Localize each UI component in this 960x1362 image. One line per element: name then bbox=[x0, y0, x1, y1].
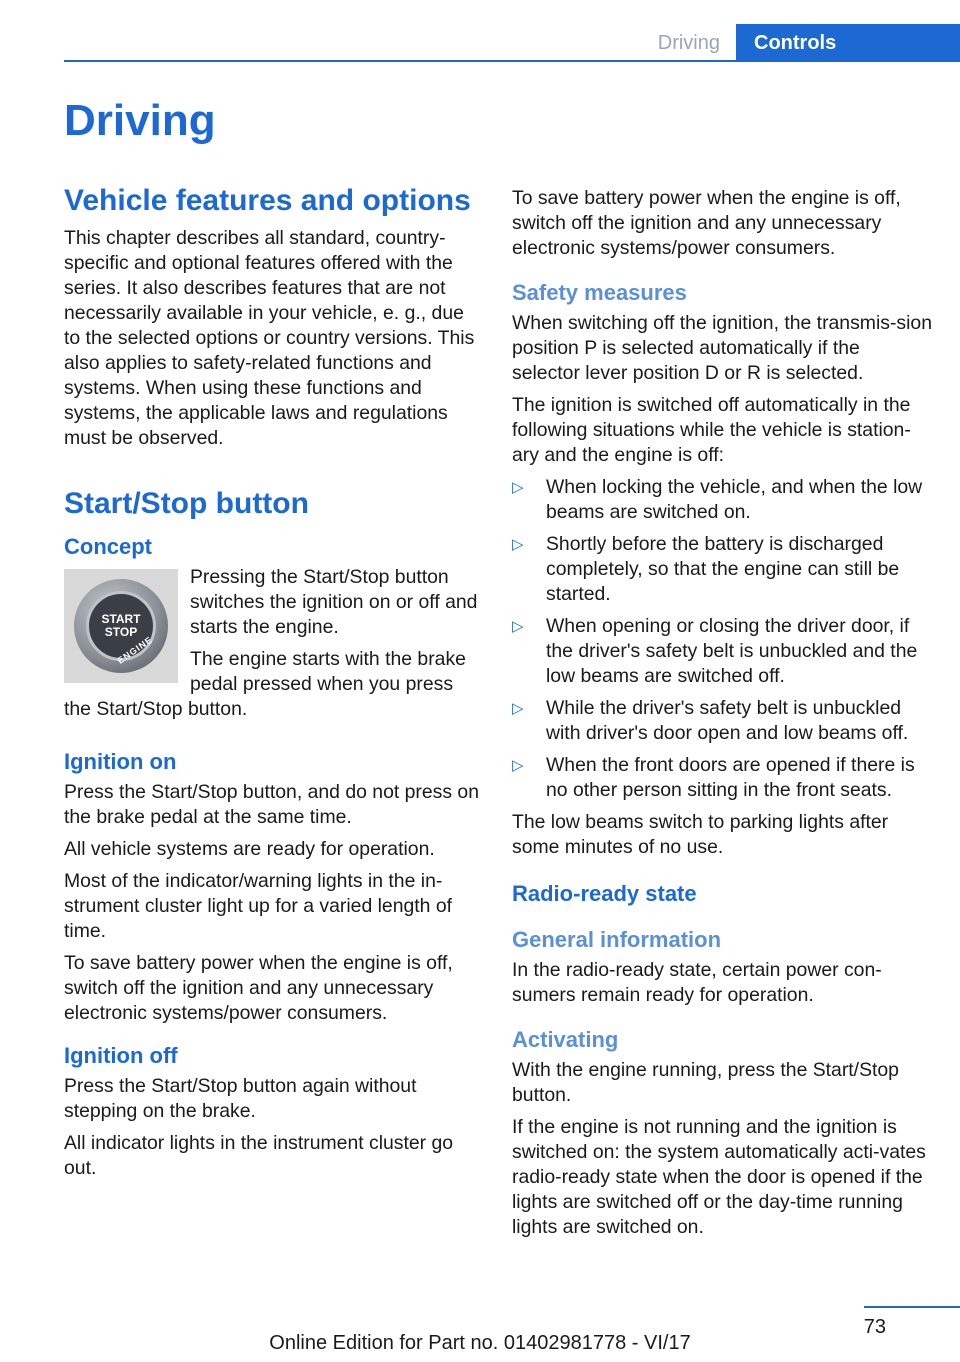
header-section: Driving bbox=[657, 32, 720, 54]
header-rule bbox=[64, 60, 960, 62]
paragraph-ignition-on-4: To save battery power when the engine is off, switch off the ignition and any unnecessary electronic systems/power consumers. bbox=[64, 952, 453, 1024]
button-label-start: START bbox=[101, 612, 141, 626]
list-item-text: When locking the vehicle, and when the low beams are switched on. bbox=[546, 476, 923, 523]
button-label-stop: STOP bbox=[104, 625, 138, 639]
paragraph-concept-2: The engine starts with the brake pedal pressed when you press the Start/Stop button. bbox=[64, 648, 466, 720]
heading-safety-measures: Safety measures bbox=[512, 280, 687, 305]
heading-ignition-on: Ignition on bbox=[64, 749, 177, 774]
list-item bbox=[512, 753, 932, 803]
paragraph-general-information: In the radio-ready state, certain power con-sumers remain ready for operation. bbox=[512, 959, 882, 1006]
start-stop-button-icon bbox=[74, 579, 168, 673]
page-number: 73 bbox=[863, 1316, 886, 1338]
heading-start-stop: Start/Stop button bbox=[64, 487, 309, 520]
heading-ignition-off: Ignition off bbox=[64, 1043, 178, 1068]
paragraph-safety-3: The low beams switch to parking lights after some minutes of no use. bbox=[512, 811, 889, 858]
start-stop-button-image bbox=[64, 569, 178, 683]
triangle-bullet-icon: ▷ bbox=[512, 757, 524, 774]
button-label-engine: ENGINE bbox=[115, 634, 155, 666]
heading-general-information: General information bbox=[512, 927, 722, 952]
paragraph-ignition-off-2: All indicator lights in the instrument cluster go out. bbox=[64, 1132, 454, 1179]
paragraph-safety-1: When switching off the ignition, the transmis-sion position P is selected automatically if the selector lever position D or R is selected. bbox=[512, 312, 932, 384]
paragraph-ignition-off-1: Press the Start/Stop button again without stepping on the brake. bbox=[64, 1075, 417, 1122]
header-tab-controls: Controls bbox=[736, 24, 960, 62]
heading-activating: Activating bbox=[512, 1027, 619, 1052]
list-item bbox=[512, 532, 932, 607]
paragraph-save-battery: To save battery power when the engine is off, switch off the ignition and any unnecessary electronic systems/power consumers. bbox=[512, 187, 901, 259]
paragraph-ignition-on-2: All vehicle systems are ready for operation. bbox=[64, 838, 435, 860]
heading-vehicle-features: Vehicle features and options bbox=[64, 184, 471, 217]
paragraph-ignition-on-3: Most of the indicator/warning lights in the in-strument cluster light up for a varied length of time. bbox=[64, 870, 453, 942]
paragraph-activating-1: With the engine running, press the Start/Stop button. bbox=[512, 1059, 899, 1106]
footer-rule bbox=[864, 1306, 960, 1308]
triangle-bullet-icon: ▷ bbox=[512, 536, 524, 553]
paragraph-activating-2: If the engine is not running and the ignition is switched on: the system automatically acti-vates radio-ready state when the door is opened if the lights are switched off or the day-time running lights are switched on. bbox=[512, 1116, 926, 1238]
heading-concept: Concept bbox=[64, 534, 152, 559]
left-column bbox=[64, 182, 480, 1188]
paragraph-concept-1: Pressing the Start/Stop button switches the ignition on or off and starts the engine. bbox=[190, 566, 478, 638]
triangle-bullet-icon: ▷ bbox=[512, 700, 524, 717]
list-item-text: Shortly before the battery is discharged completely, so that the engine can still be started. bbox=[546, 533, 900, 605]
edition-footer: Online Edition for Part no. 01402981778 - VI/17 bbox=[269, 1332, 691, 1354]
list-item-text: When the front doors are opened if there is no other person sitting in the front seats. bbox=[546, 754, 915, 801]
page-title: Driving bbox=[64, 96, 216, 145]
list-item bbox=[512, 475, 932, 525]
heading-radio-ready: Radio-ready state bbox=[512, 881, 697, 906]
list-item bbox=[512, 696, 932, 746]
paragraph-safety-2: The ignition is switched off automatically in the following situations while the vehicle is station-ary and the engine is off: bbox=[512, 394, 911, 466]
paragraph-ignition-on-1: Press the Start/Stop button, and do not press on the brake pedal at the same time. bbox=[64, 781, 480, 828]
list-item-text: While the driver's safety belt is unbuckled with driver's door open and low beams off. bbox=[546, 697, 909, 744]
list-item bbox=[512, 614, 932, 689]
triangle-bullet-icon: ▷ bbox=[512, 479, 524, 496]
list-item-text: When opening or closing the driver door, if the driver's safety belt is unbuckled and the low beams are switched off. bbox=[546, 615, 918, 687]
safety-bullet-list bbox=[512, 475, 932, 803]
paragraph-vehicle-features: This chapter describes all standard, country-specific and optional features offered with the series. It also describes features that are not necessarily available in your vehicle, e. g., due to the selected options or country versions. This also applies to safety-related functions and systems. When using these functions and systems, the applicable laws and regulations must be observed. bbox=[64, 227, 475, 449]
right-column bbox=[512, 186, 932, 1247]
triangle-bullet-icon: ▷ bbox=[512, 618, 524, 635]
